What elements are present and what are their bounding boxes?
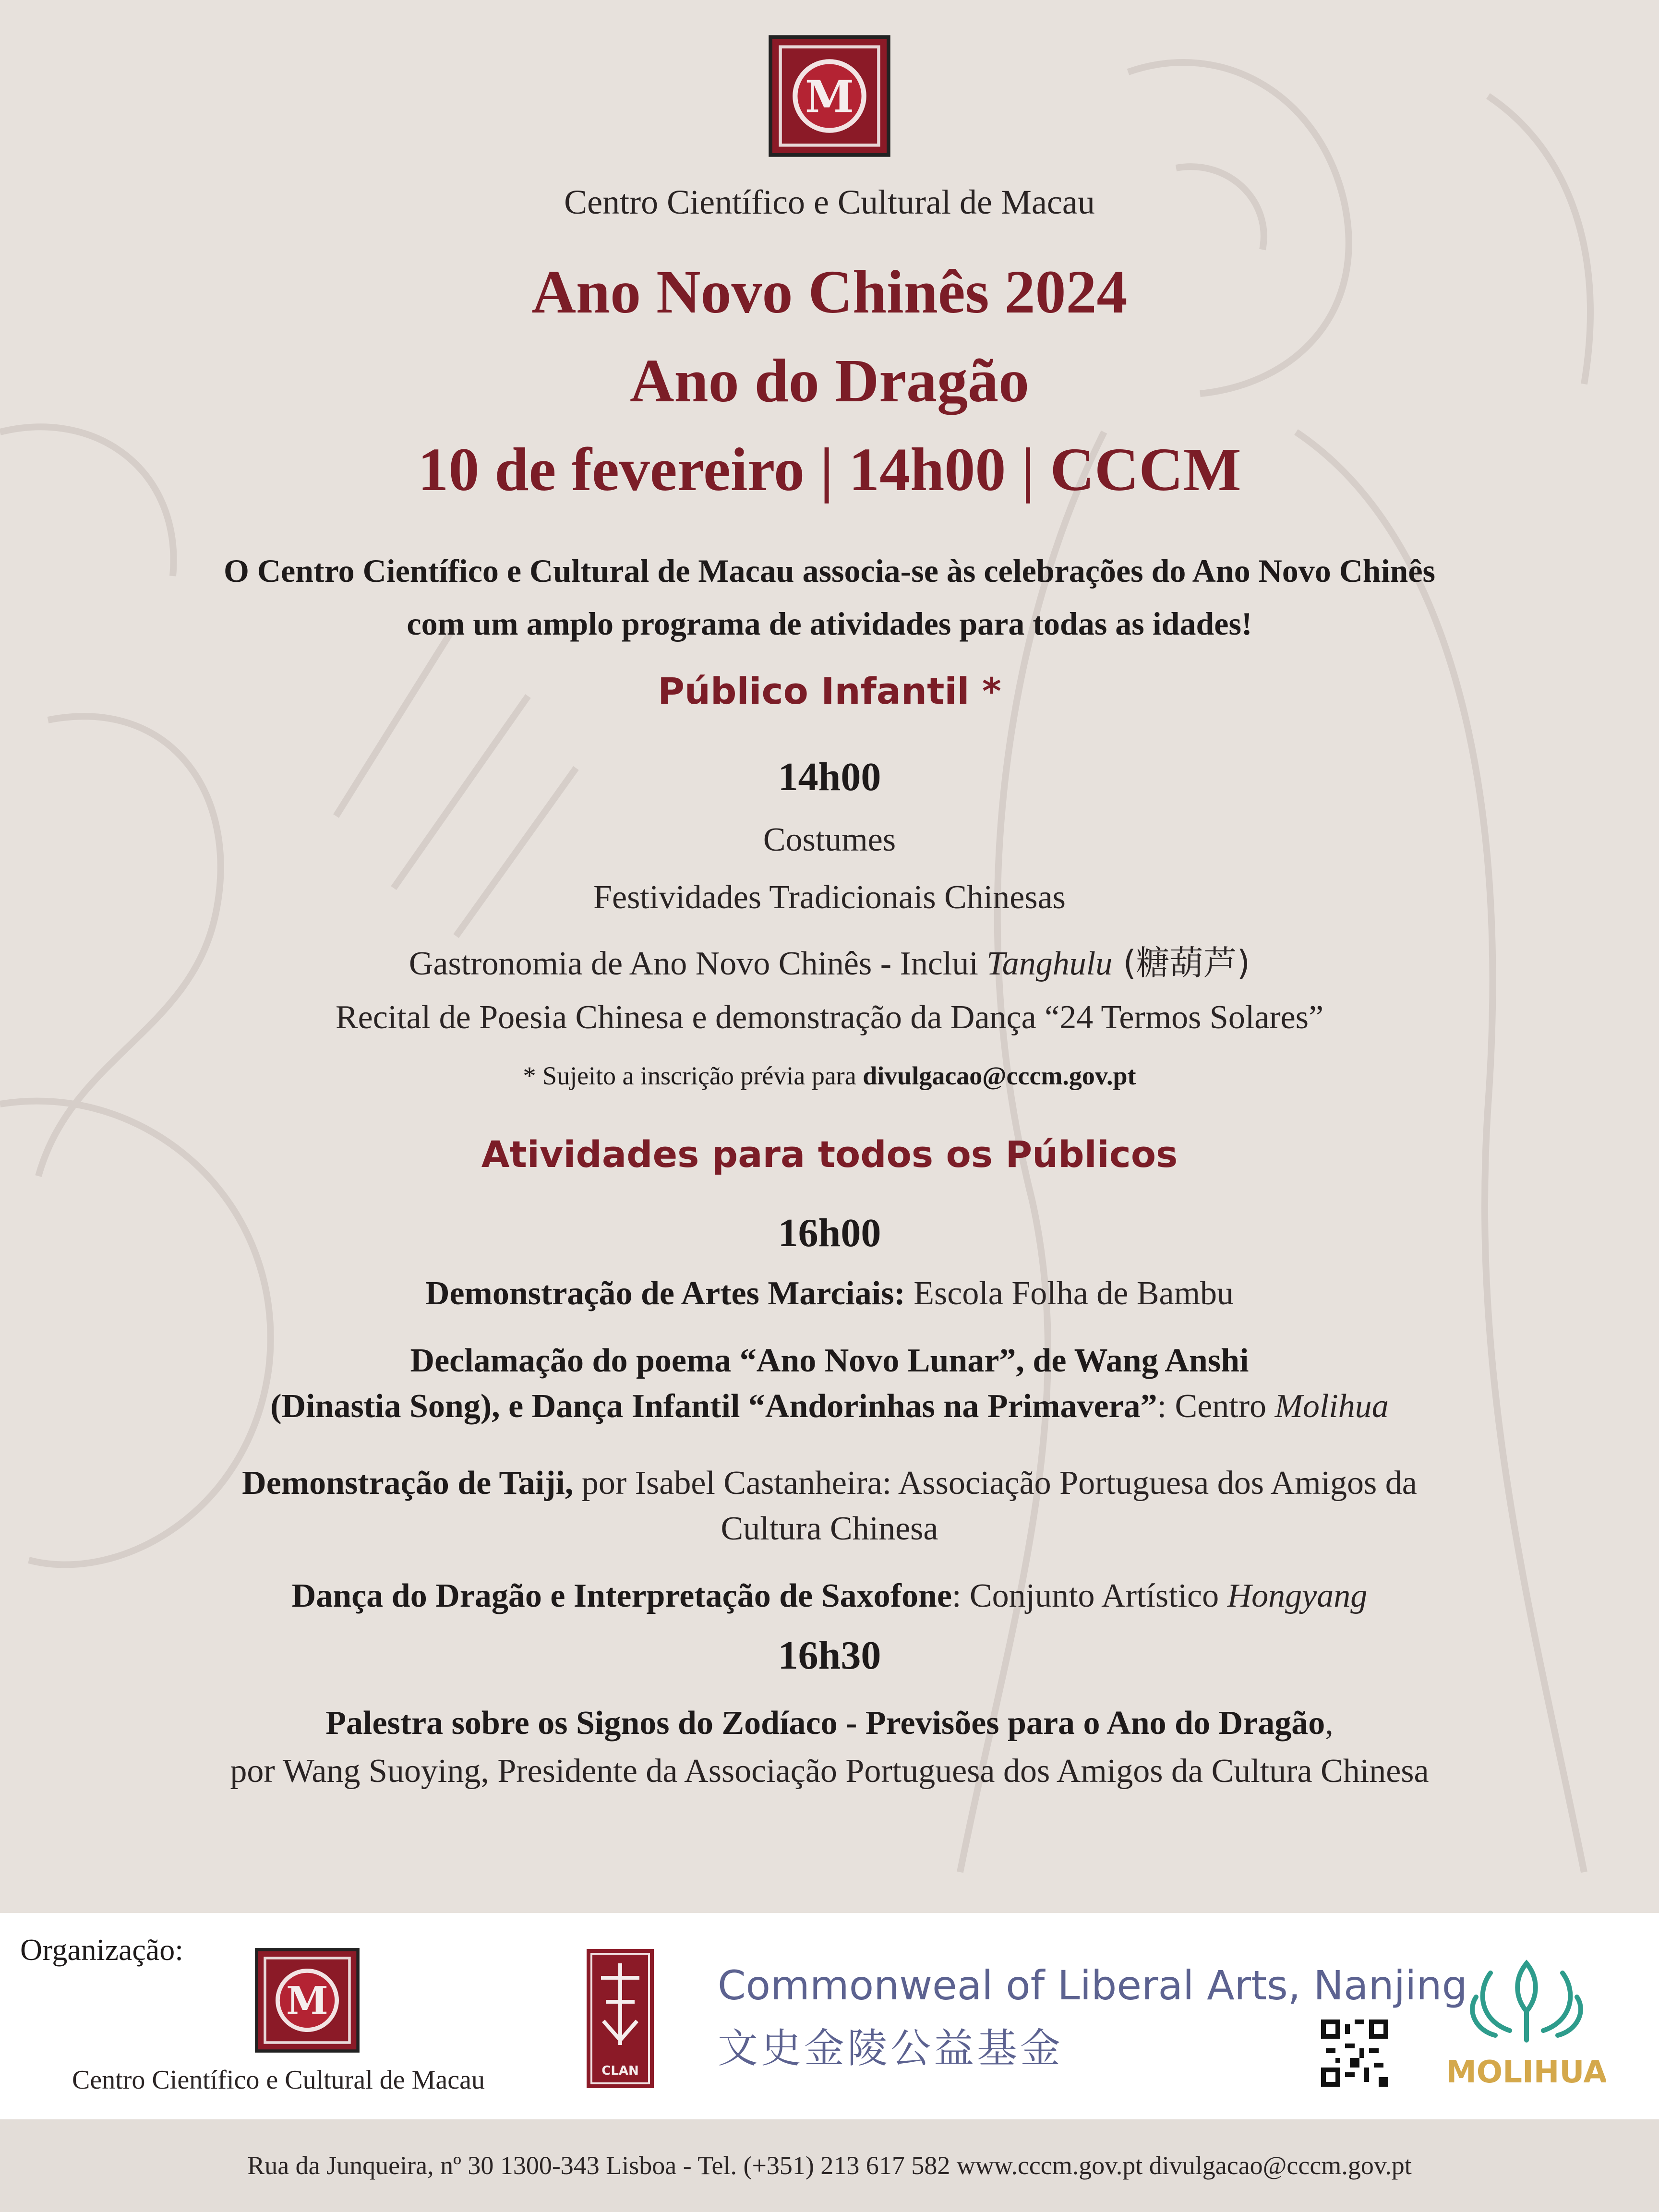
- activity-4-title: Dança do Dragão e Interpretação de Saxofone: [291, 1577, 952, 1614]
- event-date-line: 10 de fevereiro | 14h00 | CCCM: [418, 435, 1241, 504]
- children-item-1: Costumes: [763, 821, 896, 858]
- activity-3-line-1: [0, 1464, 1659, 1503]
- activity-3-line-2: Cultura Chinesa: [721, 1510, 938, 1547]
- molihua-logo-icon: [1447, 1944, 1606, 2088]
- organization-label: Organização:: [20, 1933, 183, 1967]
- org-name: Centro Científico e Cultural de Macau: [564, 183, 1095, 221]
- children-item-2: Festividades Tradicionais Chinesas: [593, 879, 1066, 916]
- activity-5-title: Palestra sobre os Signos do Zodíaco - Previsões para o Ano do Dragão: [325, 1705, 1325, 1742]
- activity-5-line-2: por Wang Suoying, Presidente da Associação Portuguesa dos Amigos da Cultura Chinesa: [230, 1753, 1429, 1790]
- activity-2-venue: Molihua: [1274, 1388, 1389, 1425]
- activity-3-detail: por Isabel Castanheira: Associação Portuguesa dos Amigos da: [573, 1465, 1417, 1502]
- activity-2-title-cont: (Dinastia Song), e Dança Infantil “Andorinhas na Primavera”: [270, 1388, 1157, 1425]
- activity-5-line-1: [0, 1704, 1659, 1743]
- children-item-4: Recital de Poesia Chinesa e demonstração da Dança “24 Termos Solares”: [335, 999, 1324, 1036]
- children-time: 14h00: [778, 755, 881, 799]
- activity-2-title: Declamação do poema “Ano Novo Lunar”, de Wang Anshi: [410, 1342, 1249, 1379]
- footer-address: Rua da Junqueira, nº 30 1300-343 Lisboa - Tel. (+351) 213 617 582 www.cccm.gov.pt divulgacao@cccm.gov.pt: [247, 2151, 1412, 2180]
- svg-text:M: M: [805, 70, 854, 123]
- activity-5-comma: ,: [1325, 1705, 1334, 1742]
- footer-address-band: [0, 2119, 1659, 2212]
- activity-2-detail: : Centro: [1157, 1388, 1275, 1425]
- activity-4-detail: : Conjunto Artístico: [951, 1577, 1227, 1614]
- footer-logos-band: [0, 1913, 1659, 2119]
- activity-4-group: Hongyang: [1227, 1577, 1368, 1614]
- commonweal-name-zh: 文史金陵公益基金: [718, 2025, 1064, 2072]
- activity-4: [0, 1577, 1659, 1615]
- registration-note: [0, 1061, 1659, 1091]
- activity-3-title: Demonstração de Taiji,: [242, 1465, 574, 1502]
- tanghulu-chinese: (糖葫芦): [1112, 943, 1250, 983]
- tanghulu-term: Tanghulu: [986, 945, 1113, 982]
- page-subtitle: Ano do Dragão: [629, 347, 1030, 415]
- all-time-2: 16h30: [778, 1633, 881, 1678]
- commonweal-name-en: Commonweal of Liberal Arts, Nanjing: [718, 1962, 1467, 2009]
- all-section-heading: Atividades para todos os Públicos: [481, 1133, 1178, 1176]
- registration-note-text: * Sujeito a inscrição prévia para: [523, 1061, 863, 1090]
- intro-line-2: com um amplo programa de atividades para todas as idades!: [407, 605, 1252, 642]
- cccm-logo-icon: [768, 35, 891, 157]
- svg-text:M: M: [286, 1978, 328, 2023]
- page-title: Ano Novo Chinês 2024: [531, 258, 1128, 326]
- clan-logo-icon: [587, 1949, 654, 2088]
- qr-code-icon[interactable]: [1321, 2020, 1388, 2087]
- activity-1-title: Demonstração de Artes Marciais:: [425, 1275, 905, 1312]
- clan-logo-text: CLAN: [601, 2064, 639, 2078]
- registration-email-link[interactable]: divulgacao@cccm.gov.pt: [863, 1061, 1136, 1090]
- all-time-1: 16h00: [778, 1211, 881, 1255]
- activity-2-line-2: [0, 1387, 1659, 1426]
- children-item-3-text: Gastronomia de Ano Novo Chinês - Inclui: [409, 945, 987, 982]
- children-item-3: [0, 936, 1659, 985]
- footer-cccm-name: Centro Científico e Cultural de Macau: [72, 2065, 485, 2095]
- activity-2-line-1: [0, 1342, 1659, 1380]
- activity-1: [0, 1274, 1659, 1313]
- molihua-logo-text: MOLIHUA: [1447, 2055, 1606, 2088]
- intro-line-1: O Centro Científico e Cultural de Macau associa-se às celebrações do Ano Novo Chinês: [224, 553, 1435, 589]
- footer-cccm-logo-icon: [254, 1948, 360, 2053]
- activity-1-detail: Escola Folha de Bambu: [905, 1275, 1234, 1312]
- children-section-heading: Público Infantil *: [658, 670, 1001, 712]
